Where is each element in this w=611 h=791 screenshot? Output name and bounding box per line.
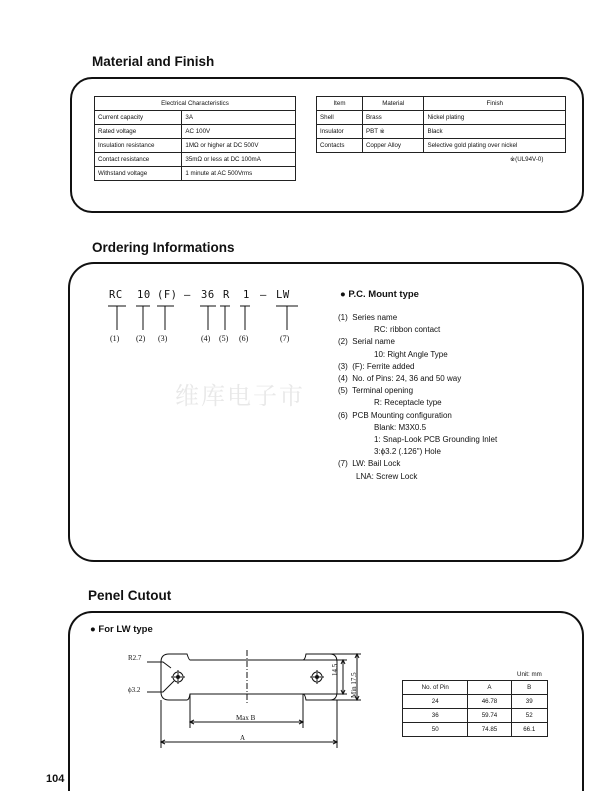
part-number: (6): [239, 334, 249, 343]
label-max-b: Max B: [236, 714, 256, 722]
table-row: Current capacity 3A: [95, 111, 296, 125]
list-subitem: R: Receptacle type: [374, 398, 442, 408]
table-row: Shell Brass Nickel plating: [317, 111, 566, 125]
page-number: 104: [46, 773, 65, 785]
mount-type-title: ● P.C. Mount type: [340, 289, 419, 300]
cutout-drawing: [125, 648, 385, 766]
part-number: (4): [201, 334, 211, 343]
leader-r: [147, 662, 171, 668]
table-row: 24 46.78 39: [403, 695, 548, 709]
material-table: [316, 96, 566, 153]
code-part: R: [223, 289, 230, 301]
bullet-icon: ●: [340, 289, 349, 300]
pin-table: [402, 680, 548, 737]
list-subitem: Blank: M3X0.5: [374, 422, 427, 432]
list-item: (4) No. of Pins: 24, 36 and 50 way: [338, 374, 462, 384]
part-number: (7): [280, 334, 290, 343]
list-item: (5) Terminal opening: [338, 386, 414, 396]
list-subitem: 3:ϕ3.2 (.126") Hole: [374, 447, 441, 457]
b-header: B: [511, 681, 548, 695]
ordering-list: [338, 312, 497, 483]
table-row: Withstand voltage 1 minute at AC 500Vrms: [95, 167, 296, 181]
a-header: A: [468, 681, 511, 695]
table-row: Contacts Copper Alloy Selective gold plating over nickel: [317, 139, 566, 153]
code-part: RC: [109, 289, 123, 301]
part-number: (1): [110, 334, 120, 343]
material-header-item: Item: [317, 97, 363, 111]
code-part: 1: [243, 289, 250, 301]
material-header-finish: Finish: [424, 97, 566, 111]
table-row: Insulation resistance 1MΩ or higher at DC 500V: [95, 139, 296, 153]
list-item: (1) Series name: [338, 313, 398, 322]
electrical-header: Electrical Characteristics: [95, 97, 296, 111]
list-subitem: 10: Right Angle Type: [374, 349, 448, 359]
for-type-title: ● For LW type: [90, 624, 153, 635]
list-item: LNA: Screw Lock: [356, 471, 418, 481]
pin-header: No. of Pin: [403, 681, 468, 695]
label-a: A: [240, 734, 246, 742]
table-row: Contact resistance 35mΩ or less at DC 100mA: [95, 153, 296, 167]
code-part: 10: [137, 289, 151, 301]
code-part: —: [260, 289, 267, 301]
code-part: —: [184, 289, 191, 301]
part-number: (3): [158, 334, 168, 343]
list-item: (3) (F): Ferrite added: [338, 361, 415, 371]
table-row: 50 74.85 66.1: [403, 723, 548, 737]
part-number: (2): [136, 334, 146, 343]
list-item: (6) PCB Mounting configuration: [338, 410, 452, 420]
cutout-title: Penel Cutout: [88, 588, 172, 603]
label-height: 14.5: [331, 663, 339, 676]
code-part: 36: [201, 289, 215, 301]
table-row: 36 59.74 52: [403, 709, 548, 723]
ul-note: ※(UL94V-0): [510, 156, 544, 163]
bullet-icon: ●: [90, 624, 99, 635]
list-subitem: 1: Snap-Look PCB Grounding Inlet: [374, 435, 498, 445]
list-subitem: RC: ribbon contact: [374, 325, 441, 335]
table-row: Rated voltage AC 100V: [95, 125, 296, 139]
material-finish-title: Material and Finish: [92, 54, 215, 69]
electrical-table: [94, 96, 296, 181]
table-row: Insulator PBT ※ Black: [317, 125, 566, 139]
unit-label: Unit: mm: [517, 671, 542, 678]
list-item: (2) Serial name: [338, 337, 395, 347]
part-number: (5): [219, 334, 229, 343]
code-part: (F): [157, 289, 178, 301]
material-header-material: Material: [362, 97, 424, 111]
watermark: 维库电子市: [175, 382, 305, 410]
ordering-title: Ordering Informations: [92, 240, 235, 255]
code-brackets: [100, 302, 310, 338]
label-r: R2.7: [128, 654, 142, 662]
label-phi: ϕ3.2: [128, 686, 141, 694]
label-min: Min 17.5: [350, 672, 358, 698]
list-item: (7) LW: Bail Lock: [338, 459, 401, 469]
code-part: LW: [276, 289, 290, 301]
